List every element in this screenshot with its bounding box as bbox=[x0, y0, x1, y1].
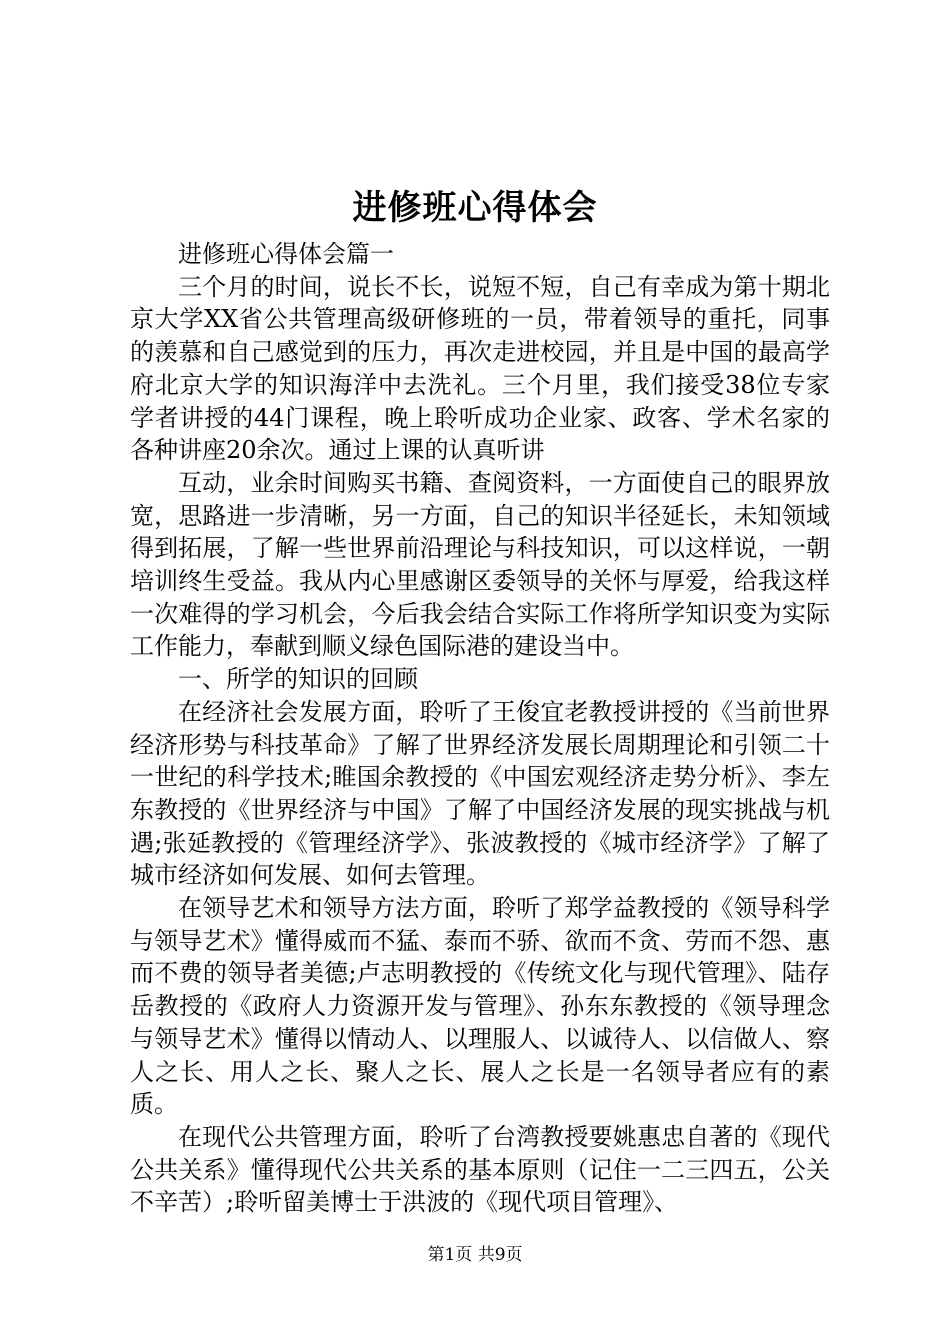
document-title: 进修班心得体会 bbox=[352, 188, 598, 228]
paragraph: 在经济社会发展方面，聆听了王俊宜老教授讲授的《当前世界经济形势与科技革命》了解了世界经济发展长周期理论和引领二十一世纪的科学技术;睢国余教授的《中国宏观经济走势分析》、李左东教授的《世界经济与中国》了解了中国经济发展的现实挑战与机遇;张延教授的《管理经济学》、张波教授的《城市经济学》了解了城市经济如何发展、如何去管理。 bbox=[130, 697, 830, 890]
section-heading: 一、所学的知识的回顾 bbox=[178, 665, 418, 694]
section-heading: 进修班心得体会篇一 bbox=[178, 240, 394, 268]
paragraph: 在现代公共管理方面，聆听了台湾教授要姚惠忠自著的《现代公共关系》懂得现代公共关系的基本原则（记住一二三四五，公关不辛苦）;聆听留美博士于洪波的《现代项目管理》、 bbox=[130, 1122, 830, 1217]
paragraph: 三个月的时间，说长不长，说短不短，自己有幸成为第十期北京大学XX省公共管理高级研修班的一员，带着领导的重托，同事的羡慕和自己感觉到的压力，再次走进校园，并且是中国的最高学府北京大学的知识海洋中去洗礼。三个月里，我们接受38位专家学者讲授的44门课程，晚上聆听成功企业家、政客、学术名家的各种讲座20余次。通过上课的认真听讲 bbox=[130, 272, 830, 465]
paragraph: 互动，业余时间购买书籍、查阅资料，一方面使自己的眼界放宽，思路进一步清晰，另一方面，自己的知识半径延长，未知领域得到拓展，了解一些世界前沿理论与科技知识，可以这样说，一朝培训终生受益。我从内心里感谢区委领导的关怀与厚爱，给我这样一次难得的学习机会，今后我会结合实际工作将所学知识变为实际工作能力，奉献到顺义绿色国际港的建设当中。 bbox=[130, 468, 830, 661]
page-number-footer: 第1页 共9页 bbox=[427, 1245, 523, 1265]
document-body bbox=[130, 238, 830, 1219]
paragraph: 在领导艺术和领导方法方面，聆听了郑学益教授的《领导科学与领导艺术》懂得威而不猛、泰而不骄、欲而不贪、劳而不怨、惠而不费的领导者美德;卢志明教授的《传统文化与现代管理》、陆存岳教授的《政府人力资源开发与管理》、孙东东教授的《领导理念与领导艺术》懂得以情动人、以理服人、以诚待人、以信做人、察人之长、用人之长、聚人之长、展人之长是一名领导者应有的素质。 bbox=[130, 894, 830, 1119]
